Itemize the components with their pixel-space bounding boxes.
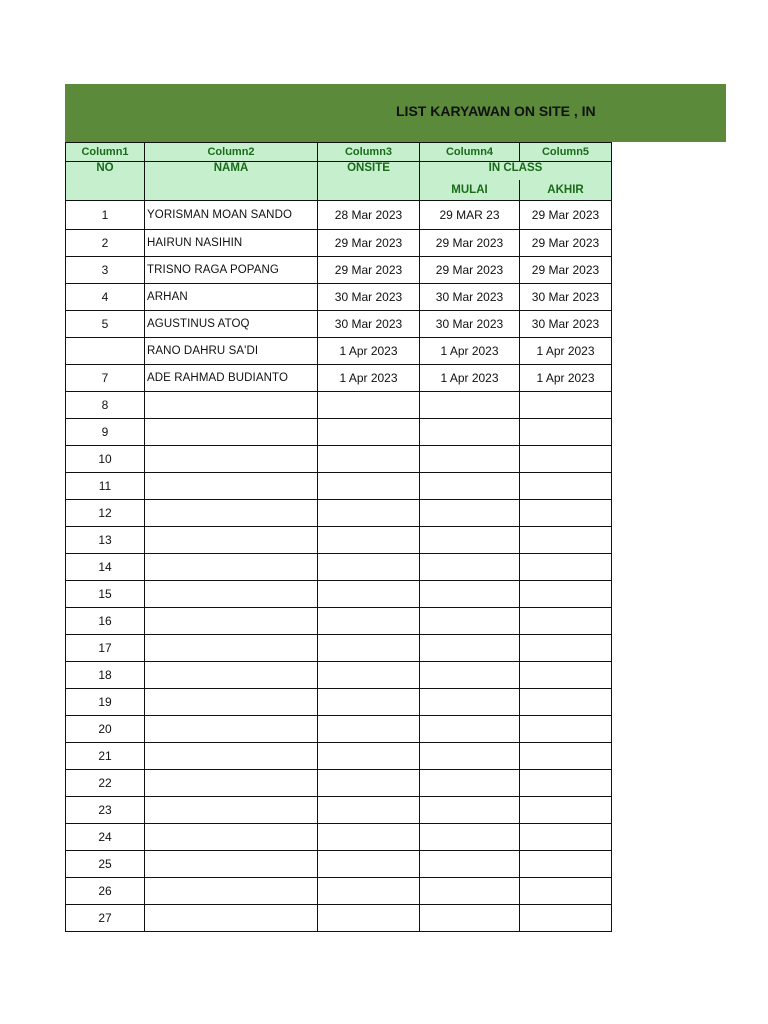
cell-no[interactable]: 7 xyxy=(66,365,145,392)
cell-nama[interactable]: RANO DAHRU SA'DI xyxy=(145,338,318,365)
header-nama: NAMA xyxy=(145,162,318,201)
table-row xyxy=(66,716,612,743)
cell-mulai[interactable] xyxy=(420,878,520,905)
cell-nama[interactable]: YORISMAN MOAN SANDO xyxy=(145,201,318,230)
cell-akhir[interactable] xyxy=(520,392,612,419)
cell-mulai[interactable] xyxy=(420,473,520,500)
cell-akhir[interactable]: 1 Apr 2023 xyxy=(520,365,612,392)
header-akhir: AKHIR xyxy=(520,180,612,201)
cell-no[interactable]: 25 xyxy=(66,851,145,878)
cell-nama[interactable] xyxy=(145,527,318,554)
table-row xyxy=(66,824,612,851)
cell-no[interactable]: 11 xyxy=(66,473,145,500)
cell-mulai[interactable] xyxy=(420,500,520,527)
cell-akhir[interactable]: 30 Mar 2023 xyxy=(520,284,612,311)
cell-no[interactable]: 23 xyxy=(66,797,145,824)
cell-no[interactable]: 20 xyxy=(66,716,145,743)
cell-onsite[interactable] xyxy=(318,770,420,797)
table-row xyxy=(66,500,612,527)
cell-no[interactable]: 21 xyxy=(66,743,145,770)
cell-nama[interactable] xyxy=(145,581,318,608)
cell-no[interactable]: 4 xyxy=(66,284,145,311)
cell-mulai[interactable] xyxy=(420,527,520,554)
cell-no[interactable]: 18 xyxy=(66,662,145,689)
cell-no[interactable]: 9 xyxy=(66,419,145,446)
cell-mulai[interactable] xyxy=(420,554,520,581)
cell-no[interactable] xyxy=(66,338,145,365)
cell-nama[interactable]: ADE RAHMAD BUDIANTO xyxy=(145,365,318,392)
cell-no[interactable]: 5 xyxy=(66,311,145,338)
header-in-class: IN CLASS xyxy=(420,162,612,181)
cell-onsite[interactable] xyxy=(318,473,420,500)
cell-nama[interactable]: AGUSTINUS ATOQ xyxy=(145,311,318,338)
cell-onsite[interactable] xyxy=(318,662,420,689)
table-row xyxy=(66,338,612,365)
cell-mulai[interactable] xyxy=(420,419,520,446)
cell-mulai[interactable]: 1 Apr 2023 xyxy=(420,365,520,392)
cell-akhir[interactable] xyxy=(520,716,612,743)
cell-onsite[interactable] xyxy=(318,878,420,905)
cell-no[interactable]: 15 xyxy=(66,581,145,608)
cell-akhir[interactable] xyxy=(520,473,612,500)
cell-onsite[interactable] xyxy=(318,635,420,662)
cell-nama[interactable] xyxy=(145,608,318,635)
cell-no[interactable]: 2 xyxy=(66,230,145,257)
cell-akhir[interactable] xyxy=(520,527,612,554)
cell-no[interactable]: 1 xyxy=(66,201,145,230)
cell-mulai[interactable] xyxy=(420,446,520,473)
cell-akhir[interactable] xyxy=(520,500,612,527)
table-row xyxy=(66,473,612,500)
table-row xyxy=(66,878,612,905)
cell-onsite[interactable]: 1 Apr 2023 xyxy=(318,338,420,365)
cell-no[interactable]: 13 xyxy=(66,527,145,554)
table-row xyxy=(66,581,612,608)
cell-nama[interactable] xyxy=(145,824,318,851)
cell-akhir[interactable] xyxy=(520,797,612,824)
cell-no[interactable]: 27 xyxy=(66,905,145,932)
cell-mulai[interactable] xyxy=(420,689,520,716)
cell-mulai[interactable] xyxy=(420,743,520,770)
cell-akhir[interactable] xyxy=(520,419,612,446)
cell-nama[interactable] xyxy=(145,392,318,419)
cell-no[interactable]: 3 xyxy=(66,257,145,284)
cell-akhir[interactable] xyxy=(520,554,612,581)
cell-mulai[interactable] xyxy=(420,608,520,635)
cell-no[interactable]: 22 xyxy=(66,770,145,797)
cell-onsite[interactable] xyxy=(318,743,420,770)
header-row-1 xyxy=(66,162,612,181)
cell-no[interactable]: 12 xyxy=(66,500,145,527)
cell-nama[interactable] xyxy=(145,500,318,527)
cell-nama[interactable]: TRISNO RAGA POPANG xyxy=(145,257,318,284)
header-mulai: MULAI xyxy=(420,180,520,201)
column-header-row xyxy=(66,143,612,162)
cell-onsite[interactable]: 29 Mar 2023 xyxy=(318,230,420,257)
cell-mulai[interactable] xyxy=(420,716,520,743)
cell-onsite[interactable] xyxy=(318,581,420,608)
cell-onsite[interactable]: 30 Mar 2023 xyxy=(318,284,420,311)
table-row xyxy=(66,770,612,797)
table-body xyxy=(66,201,612,932)
column-header-3[interactable]: Column3 xyxy=(318,143,420,162)
cell-mulai[interactable] xyxy=(420,851,520,878)
table-row xyxy=(66,662,612,689)
cell-onsite[interactable]: 1 Apr 2023 xyxy=(318,365,420,392)
table-row xyxy=(66,554,612,581)
table-row xyxy=(66,365,612,392)
cell-akhir[interactable] xyxy=(520,446,612,473)
cell-mulai[interactable] xyxy=(420,824,520,851)
cell-nama[interactable] xyxy=(145,662,318,689)
table-row xyxy=(66,905,612,932)
cell-mulai[interactable]: 29 MAR 23 xyxy=(420,201,520,230)
cell-mulai[interactable] xyxy=(420,797,520,824)
cell-nama[interactable] xyxy=(145,716,318,743)
cell-nama[interactable] xyxy=(145,770,318,797)
cell-no[interactable]: 10 xyxy=(66,446,145,473)
cell-nama[interactable] xyxy=(145,473,318,500)
cell-nama[interactable]: HAIRUN NASIHIN xyxy=(145,230,318,257)
cell-akhir[interactable]: 29 Mar 2023 xyxy=(520,201,612,230)
table-row xyxy=(66,635,612,662)
cell-akhir[interactable] xyxy=(520,635,612,662)
cell-onsite[interactable] xyxy=(318,392,420,419)
column-header-1[interactable]: Column1 xyxy=(66,143,145,162)
cell-mulai[interactable]: 30 Mar 2023 xyxy=(420,311,520,338)
cell-mulai[interactable] xyxy=(420,635,520,662)
cell-nama[interactable]: ARHAN xyxy=(145,284,318,311)
cell-no[interactable]: 14 xyxy=(66,554,145,581)
cell-akhir[interactable]: 29 Mar 2023 xyxy=(520,230,612,257)
cell-no[interactable]: 17 xyxy=(66,635,145,662)
cell-mulai[interactable]: 1 Apr 2023 xyxy=(420,338,520,365)
cell-onsite[interactable]: 29 Mar 2023 xyxy=(318,257,420,284)
cell-akhir[interactable] xyxy=(520,581,612,608)
table-row xyxy=(66,743,612,770)
cell-mulai[interactable]: 30 Mar 2023 xyxy=(420,284,520,311)
cell-akhir[interactable] xyxy=(520,662,612,689)
cell-no[interactable]: 8 xyxy=(66,392,145,419)
cell-onsite[interactable] xyxy=(318,554,420,581)
cell-onsite[interactable] xyxy=(318,689,420,716)
cell-no[interactable]: 24 xyxy=(66,824,145,851)
column-header-4[interactable]: Column4 xyxy=(420,143,520,162)
table-row xyxy=(66,689,612,716)
cell-nama[interactable] xyxy=(145,797,318,824)
cell-mulai[interactable] xyxy=(420,905,520,932)
cell-onsite[interactable] xyxy=(318,716,420,743)
title-banner xyxy=(65,84,726,142)
column-header-5[interactable]: Column5 xyxy=(520,143,612,162)
cell-no[interactable]: 26 xyxy=(66,878,145,905)
cell-onsite[interactable]: 30 Mar 2023 xyxy=(318,311,420,338)
table-row xyxy=(66,392,612,419)
cell-onsite[interactable]: 28 Mar 2023 xyxy=(318,201,420,230)
header-onsite: ONSITE xyxy=(318,162,420,201)
table-row xyxy=(66,797,612,824)
table-row xyxy=(66,608,612,635)
cell-akhir[interactable]: 29 Mar 2023 xyxy=(520,257,612,284)
cell-nama[interactable] xyxy=(145,554,318,581)
table-row xyxy=(66,230,612,257)
cell-akhir[interactable] xyxy=(520,770,612,797)
cell-mulai[interactable]: 29 Mar 2023 xyxy=(420,230,520,257)
cell-onsite[interactable] xyxy=(318,446,420,473)
cell-akhir[interactable] xyxy=(520,743,612,770)
cell-onsite[interactable] xyxy=(318,824,420,851)
cell-onsite[interactable] xyxy=(318,851,420,878)
cell-nama[interactable] xyxy=(145,419,318,446)
cell-nama[interactable] xyxy=(145,851,318,878)
cell-nama[interactable] xyxy=(145,446,318,473)
cell-nama[interactable] xyxy=(145,878,318,905)
cell-akhir[interactable]: 1 Apr 2023 xyxy=(520,338,612,365)
cell-onsite[interactable] xyxy=(318,419,420,446)
cell-akhir[interactable] xyxy=(520,608,612,635)
table-row xyxy=(66,201,612,230)
cell-nama[interactable] xyxy=(145,689,318,716)
cell-mulai[interactable] xyxy=(420,581,520,608)
cell-nama[interactable] xyxy=(145,905,318,932)
cell-nama[interactable] xyxy=(145,635,318,662)
employee-table xyxy=(65,142,612,932)
cell-onsite[interactable] xyxy=(318,527,420,554)
cell-akhir[interactable] xyxy=(520,851,612,878)
table-row xyxy=(66,284,612,311)
table-row xyxy=(66,257,612,284)
cell-onsite[interactable] xyxy=(318,797,420,824)
table-row xyxy=(66,446,612,473)
cell-mulai[interactable] xyxy=(420,662,520,689)
cell-akhir[interactable]: 30 Mar 2023 xyxy=(520,311,612,338)
table-row xyxy=(66,851,612,878)
cell-akhir[interactable] xyxy=(520,878,612,905)
cell-onsite[interactable] xyxy=(318,608,420,635)
table-row xyxy=(66,419,612,446)
cell-onsite[interactable] xyxy=(318,500,420,527)
cell-mulai[interactable] xyxy=(420,770,520,797)
cell-akhir[interactable] xyxy=(520,689,612,716)
cell-akhir[interactable] xyxy=(520,824,612,851)
cell-onsite[interactable] xyxy=(318,905,420,932)
table-row xyxy=(66,527,612,554)
column-header-2[interactable]: Column2 xyxy=(145,143,318,162)
cell-mulai[interactable]: 29 Mar 2023 xyxy=(420,257,520,284)
header-no: NO xyxy=(66,162,145,201)
cell-no[interactable]: 19 xyxy=(66,689,145,716)
cell-no[interactable]: 16 xyxy=(66,608,145,635)
cell-nama[interactable] xyxy=(145,743,318,770)
sheet-title: LIST KARYAWAN ON SITE , IN xyxy=(396,103,596,119)
table-row xyxy=(66,311,612,338)
cell-mulai[interactable] xyxy=(420,392,520,419)
cell-akhir[interactable] xyxy=(520,905,612,932)
